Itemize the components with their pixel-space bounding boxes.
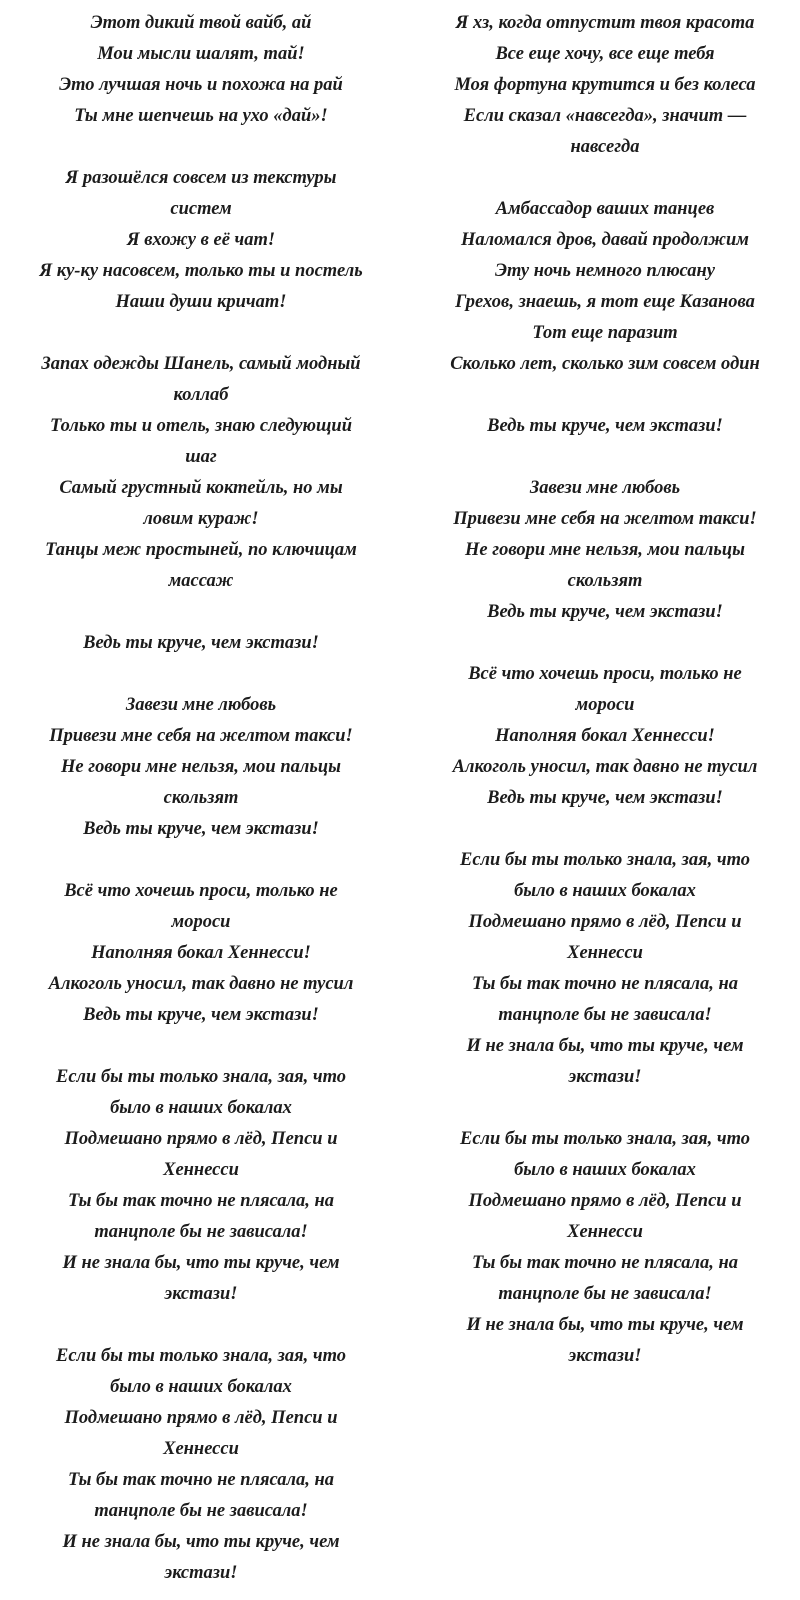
lyric-line: систем xyxy=(170,199,232,219)
lyrics-stanza xyxy=(8,349,394,597)
lyric-line: Если бы ты только знала, зая, что xyxy=(55,1067,347,1087)
lyric-line: Подмешано прямо в лёд, Пепси и xyxy=(468,1191,742,1211)
lyric-line: было в наших бокалах xyxy=(110,1377,292,1397)
lyric-line: И не знала бы, что ты круче, чем xyxy=(62,1532,340,1552)
lyric-line: И не знала бы, что ты круче, чем xyxy=(466,1315,744,1335)
lyric-line: Всё что хочешь проси, только не xyxy=(468,664,742,684)
lyrics-stanza xyxy=(8,628,394,659)
lyric-line: Грехов, знаешь, я тот еще Казанова xyxy=(455,292,755,312)
lyric-line: Хеннесси xyxy=(163,1439,239,1459)
lyric-line: Самый грустный коктейль, но мы xyxy=(59,478,343,498)
lyric-line: Ты бы так точно не плясала, на xyxy=(67,1470,335,1490)
lyric-line: Я хз, когда отпустит твоя красота xyxy=(455,13,755,33)
lyric-line: танцполе бы не зависала! xyxy=(94,1222,308,1242)
lyric-line: Не говори мне нельзя, мои пальцы xyxy=(465,540,745,560)
lyric-line: Это лучшая ночь и похожа на рай xyxy=(59,75,343,95)
lyrics-stanza xyxy=(8,1062,394,1310)
lyric-line: Хеннесси xyxy=(567,943,643,963)
lyric-line: Всё что хочешь проси, только не xyxy=(64,881,338,901)
lyric-line: Наполняя бокал Хеннесси! xyxy=(91,943,311,963)
lyrics-stanza xyxy=(412,8,798,163)
lyric-line: Наши души кричат! xyxy=(115,292,287,312)
lyrics-stanza xyxy=(8,690,394,845)
lyric-line: Ведь ты круче, чем экстази! xyxy=(83,633,319,653)
lyrics-stanza xyxy=(8,163,394,318)
lyrics-stanza xyxy=(8,876,394,1031)
lyric-line: Сколько лет, сколько зим совсем один xyxy=(450,354,760,374)
lyric-line: Не говори мне нельзя, мои пальцы xyxy=(61,757,341,777)
lyric-line: Привези мне себя на желтом такси! xyxy=(49,726,353,746)
lyric-line: экстази! xyxy=(568,1346,642,1366)
lyric-line: шаг xyxy=(185,447,217,467)
lyric-line: Я ку-ку насовсем, только ты и постель xyxy=(39,261,363,281)
lyric-line: танцполе бы не зависала! xyxy=(498,1005,712,1025)
lyric-line: Ведь ты круче, чем экстази! xyxy=(487,416,723,436)
lyric-line: Мои мысли шалят, тай! xyxy=(97,44,305,64)
lyrics-stanza xyxy=(412,1124,798,1372)
lyric-line: Ведь ты круче, чем экстази! xyxy=(83,1005,319,1025)
lyric-line: Завези мне любовь xyxy=(125,695,277,715)
lyric-line: И не знала бы, что ты круче, чем xyxy=(466,1036,744,1056)
lyric-line: танцполе бы не зависала! xyxy=(498,1284,712,1304)
lyric-line: Наполняя бокал Хеннесси! xyxy=(495,726,715,746)
lyric-line: Если бы ты только знала, зая, что xyxy=(459,1129,751,1149)
lyric-line: Ты бы так точно не плясала, на xyxy=(67,1191,335,1211)
lyrics-stanza xyxy=(412,194,798,380)
lyric-line: Амбассадор ваших танцев xyxy=(495,199,715,219)
lyric-line: было в наших бокалах xyxy=(514,881,696,901)
lyric-line: Если бы ты только знала, зая, что xyxy=(55,1346,347,1366)
lyric-line: Этот дикий твой вайб, ай xyxy=(90,13,312,33)
lyrics-stanza xyxy=(8,1341,394,1589)
lyrics-stanza xyxy=(8,8,394,132)
lyric-line: Запах одежды Шанель, самый модный xyxy=(41,354,361,374)
lyric-line: Эту ночь немного плюсану xyxy=(494,261,716,281)
lyric-line: экстази! xyxy=(164,1563,238,1583)
lyric-line: танцполе бы не зависала! xyxy=(94,1501,308,1521)
lyric-line: экстази! xyxy=(164,1284,238,1304)
lyrics-column-right xyxy=(400,0,800,1600)
lyric-line: коллаб xyxy=(173,385,229,405)
lyrics-stanza xyxy=(412,411,798,442)
lyric-line: Тот еще паразит xyxy=(532,323,678,343)
lyric-line: Ты бы так точно не плясала, на xyxy=(471,1253,739,1273)
lyric-line: Моя фортуна крутится и без колеса xyxy=(454,75,756,95)
lyric-line: Наломался дров, давай продолжим xyxy=(461,230,749,250)
lyric-line: экстази! xyxy=(568,1067,642,1087)
lyric-line: Привези мне себя на желтом такси! xyxy=(453,509,757,529)
lyric-line: было в наших бокалах xyxy=(514,1160,696,1180)
lyric-line: Хеннесси xyxy=(567,1222,643,1242)
lyric-line: Завези мне любовь xyxy=(529,478,681,498)
lyric-line: Если сказал «навсегда», значит — xyxy=(463,106,747,126)
lyric-line: ловим кураж! xyxy=(143,509,259,529)
lyric-line: Ведь ты круче, чем экстази! xyxy=(83,819,319,839)
lyric-line: скользят xyxy=(163,788,239,808)
lyric-line: было в наших бокалах xyxy=(110,1098,292,1118)
lyric-line: Алкоголь уносил, так давно не тусил xyxy=(48,974,354,994)
lyric-line: Хеннесси xyxy=(163,1160,239,1180)
lyric-line: мороси xyxy=(575,695,635,715)
lyric-line: Я разошёлся совсем из текстуры xyxy=(65,168,337,188)
lyrics-stanza xyxy=(412,659,798,814)
lyric-line: Только ты и отель, знаю следующий xyxy=(50,416,352,436)
lyric-line: Все еще хочу, все еще тебя xyxy=(495,44,715,64)
lyric-line: Я вхожу в её чат! xyxy=(126,230,276,250)
lyric-line: И не знала бы, что ты круче, чем xyxy=(62,1253,340,1273)
lyric-line: Ты мне шепчешь на ухо «дай»! xyxy=(74,106,328,126)
lyric-line: Подмешано прямо в лёд, Пепси и xyxy=(468,912,742,932)
lyric-line: Танцы меж простыней, по ключицам xyxy=(45,540,357,560)
lyric-line: Подмешано прямо в лёд, Пепси и xyxy=(64,1129,338,1149)
lyric-line: навсегда xyxy=(570,137,640,157)
lyric-line: Подмешано прямо в лёд, Пепси и xyxy=(64,1408,338,1428)
lyric-line: Алкоголь уносил, так давно не тусил xyxy=(452,757,758,777)
lyric-line: Ведь ты круче, чем экстази! xyxy=(487,602,723,622)
lyrics-stanza xyxy=(412,473,798,628)
lyrics-stanza xyxy=(412,845,798,1093)
lyric-line: Если бы ты только знала, зая, что xyxy=(459,850,751,870)
lyric-line: скользят xyxy=(567,571,643,591)
lyric-line: мороси xyxy=(171,912,231,932)
lyric-line: Ты бы так точно не плясала, на xyxy=(471,974,739,994)
lyric-line: массаж xyxy=(168,571,234,591)
lyric-line: Ведь ты круче, чем экстази! xyxy=(487,788,723,808)
